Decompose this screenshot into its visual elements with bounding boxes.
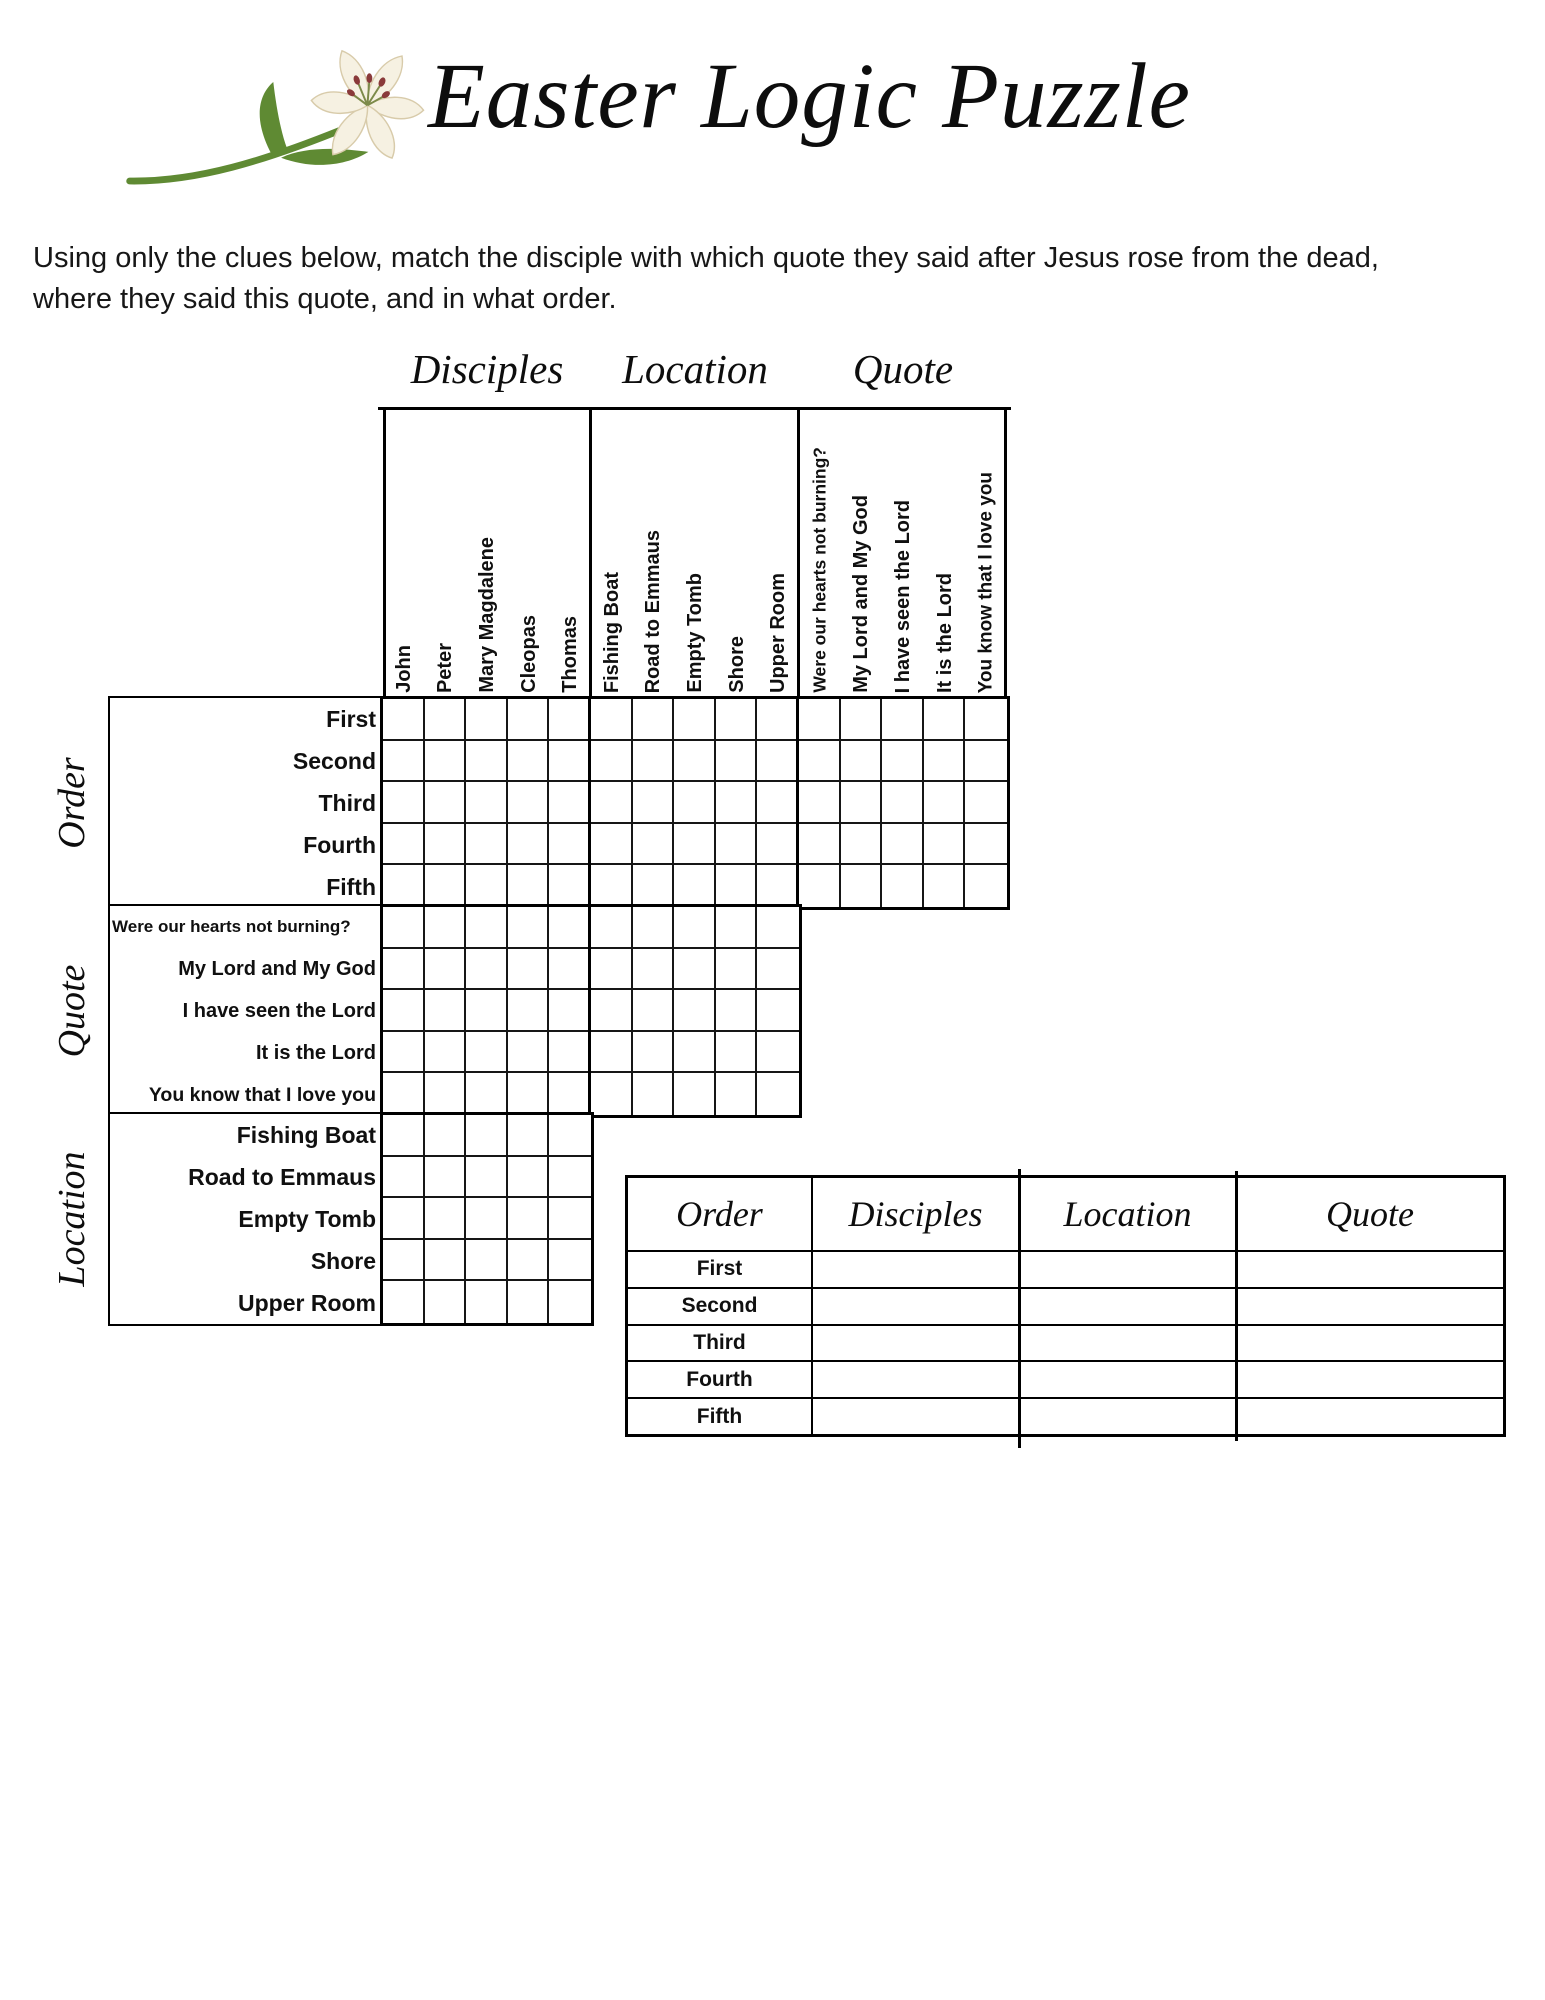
grid-cell[interactable] — [549, 990, 591, 1032]
table-line-overshoot — [1235, 1171, 1238, 1441]
grid-cell[interactable] — [508, 949, 550, 991]
grid-cell[interactable] — [841, 741, 883, 783]
column-label: Fishing Boat — [600, 571, 623, 693]
grid-cell[interactable] — [425, 699, 467, 741]
strip-divider — [1004, 410, 1007, 699]
grid-cell[interactable] — [757, 741, 799, 783]
grid-cell[interactable] — [549, 1240, 591, 1282]
grid-cell[interactable] — [633, 949, 675, 991]
grid-cell[interactable] — [633, 865, 675, 907]
grid-cell[interactable] — [841, 782, 883, 824]
grid-cell[interactable] — [425, 1157, 467, 1199]
grid-cell[interactable] — [716, 824, 758, 866]
grid-cell[interactable] — [425, 782, 467, 824]
grid-cell[interactable] — [466, 1157, 508, 1199]
grid-cell[interactable] — [591, 907, 633, 949]
strip-divider — [589, 410, 592, 699]
grid-cell[interactable] — [633, 1032, 675, 1074]
grid-cell[interactable] — [508, 1115, 550, 1157]
grid-cell[interactable] — [549, 741, 591, 783]
answer-cell[interactable] — [1018, 1287, 1235, 1324]
grid-cell[interactable] — [549, 865, 591, 907]
grid-cell[interactable] — [466, 949, 508, 991]
grid-cell[interactable] — [425, 949, 467, 991]
row-labels-order — [108, 696, 383, 910]
grid-cell[interactable] — [716, 782, 758, 824]
grid-cell[interactable] — [466, 990, 508, 1032]
grid-cell[interactable] — [674, 1073, 716, 1115]
grid-cell[interactable] — [425, 865, 467, 907]
answer-header-order: Order — [676, 1194, 763, 1234]
grid-cell[interactable] — [757, 699, 799, 741]
grid-cell[interactable] — [549, 824, 591, 866]
column-label: Thomas — [559, 616, 582, 693]
grid-cell[interactable] — [591, 1032, 633, 1074]
grid-cell[interactable] — [549, 949, 591, 991]
answer-header-disciples: Disciples — [811, 1178, 1018, 1250]
column-label: It is the Lord — [933, 573, 956, 693]
grid-cell[interactable] — [425, 741, 467, 783]
grid-cell[interactable] — [674, 782, 716, 824]
grid-cell[interactable] — [841, 699, 883, 741]
grid-cell[interactable] — [466, 741, 508, 783]
grid-cell[interactable] — [757, 949, 799, 991]
answer-cell[interactable] — [1235, 1287, 1503, 1324]
row-label: Fourth — [303, 831, 376, 858]
grid-cell[interactable] — [591, 865, 633, 907]
grid-cell[interactable] — [633, 907, 675, 949]
grid-cell[interactable] — [757, 782, 799, 824]
grid-cell[interactable] — [674, 865, 716, 907]
answer-header-quote: Quote — [1235, 1178, 1503, 1250]
answer-cell[interactable] — [1018, 1250, 1235, 1287]
grid-cell[interactable] — [633, 990, 675, 1032]
row-labels-quote — [108, 904, 383, 1118]
grid-cell[interactable] — [383, 907, 425, 949]
grid-cell[interactable] — [591, 741, 633, 783]
grid-cell[interactable] — [549, 907, 591, 949]
grid-cell[interactable] — [591, 990, 633, 1032]
grid-cell[interactable] — [757, 865, 799, 907]
grid-block-order-disciples — [380, 696, 594, 910]
grid-cell[interactable] — [425, 907, 467, 949]
grid-cell[interactable] — [757, 990, 799, 1032]
row-label: Second — [292, 747, 376, 774]
answer-cell[interactable] — [1235, 1250, 1503, 1287]
grid-cell[interactable] — [383, 949, 425, 991]
answer-row-label: Second — [628, 1287, 811, 1324]
grid-cell[interactable] — [799, 865, 841, 907]
grid-cell[interactable] — [716, 1073, 758, 1115]
grid-cell[interactable] — [924, 824, 966, 866]
answer-cell[interactable] — [1018, 1397, 1235, 1434]
grid-cell[interactable] — [383, 741, 425, 783]
grid-cell[interactable] — [508, 824, 550, 866]
grid-cell[interactable] — [383, 782, 425, 824]
grid-cell[interactable] — [965, 741, 1007, 783]
grid-cell[interactable] — [633, 824, 675, 866]
column-label: Road to Emmaus — [642, 529, 665, 693]
grid-cell[interactable] — [799, 699, 841, 741]
grid-cell[interactable] — [383, 1073, 425, 1115]
grid-cell[interactable] — [841, 824, 883, 866]
grid-block-location-disciples — [380, 1112, 594, 1326]
grid-cell[interactable] — [924, 741, 966, 783]
grid-cell[interactable] — [425, 1198, 467, 1240]
row-label: Were our hearts not burning? — [112, 917, 351, 936]
instructions-line-1: Using only the clues below, match the disciple with which quote they said after Jesus rose from the dead, — [33, 242, 1379, 274]
grid-cell[interactable] — [882, 741, 924, 783]
grid-cell[interactable] — [508, 990, 550, 1032]
category-side-label-order: Order — [51, 757, 93, 849]
row-label: First — [326, 705, 376, 732]
grid-cell[interactable] — [757, 1073, 799, 1115]
grid-block-quote-location — [588, 904, 802, 1118]
grid-cell[interactable] — [716, 699, 758, 741]
grid-cell[interactable] — [383, 699, 425, 741]
grid-cell[interactable] — [508, 1032, 550, 1074]
grid-cell[interactable] — [591, 1073, 633, 1115]
grid-cell[interactable] — [425, 1240, 467, 1282]
row-label: My Lord and My God — [178, 957, 376, 980]
row-label: You know that I love you — [148, 1083, 376, 1106]
grid-cell[interactable] — [716, 907, 758, 949]
grid-block-quote-disciples — [380, 904, 594, 1118]
row-label: It is the Lord — [256, 1041, 376, 1064]
column-label: I have seen the Lord — [891, 499, 914, 693]
row-label: Shore — [310, 1247, 376, 1274]
grid-cell[interactable] — [674, 990, 716, 1032]
column-label: Upper Room — [767, 573, 790, 693]
answer-cell[interactable] — [811, 1287, 1018, 1324]
row-label: Fifth — [326, 873, 376, 900]
grid-cell[interactable] — [757, 907, 799, 949]
grid-cell[interactable] — [508, 741, 550, 783]
grid-cell[interactable] — [965, 824, 1007, 866]
grid-cell[interactable] — [591, 824, 633, 866]
column-label-strip — [383, 410, 1007, 699]
row-label: Third — [318, 789, 376, 816]
grid-cell[interactable] — [882, 699, 924, 741]
grid-cell[interactable] — [549, 1073, 591, 1115]
column-label: John — [392, 645, 415, 693]
grid-cell[interactable] — [383, 1198, 425, 1240]
grid-cell[interactable] — [799, 741, 841, 783]
answer-cell[interactable] — [1235, 1397, 1503, 1434]
grid-cell[interactable] — [965, 782, 1007, 824]
category-header-disciples: Disciples — [410, 346, 564, 392]
grid-cell[interactable] — [425, 1115, 467, 1157]
column-label: Empty Tomb — [683, 573, 706, 693]
category-header-quote: Quote — [852, 346, 954, 392]
grid-cell[interactable] — [466, 824, 508, 866]
grid-cell[interactable] — [965, 699, 1007, 741]
grid-cell[interactable] — [508, 1073, 550, 1115]
grid-cell[interactable] — [466, 1073, 508, 1115]
grid-cell[interactable] — [841, 865, 883, 907]
grid-cell[interactable] — [757, 1032, 799, 1074]
grid-cell[interactable] — [965, 865, 1007, 907]
grid-cell[interactable] — [674, 699, 716, 741]
grid-cell[interactable] — [383, 1032, 425, 1074]
grid-cell[interactable] — [549, 1115, 591, 1157]
row-labels-location — [108, 1112, 383, 1326]
grid-cell[interactable] — [716, 741, 758, 783]
row-label: Fishing Boat — [236, 1121, 376, 1148]
answer-header-location: Location — [1018, 1178, 1235, 1250]
grid-cell[interactable] — [466, 1115, 508, 1157]
grid-cell[interactable] — [466, 865, 508, 907]
page-title: Easter Logic Puzzle — [428, 45, 1191, 148]
column-label: Cleopas — [517, 615, 540, 693]
grid-cell[interactable] — [383, 1240, 425, 1282]
grid-cell[interactable] — [674, 949, 716, 991]
answer-row-label: Third — [628, 1324, 811, 1361]
row-label: Upper Room — [238, 1289, 376, 1316]
grid-cell[interactable] — [549, 1281, 591, 1323]
row-label: Road to Emmaus — [188, 1163, 376, 1190]
grid-cell[interactable] — [882, 824, 924, 866]
grid-cell[interactable] — [425, 1281, 467, 1323]
grid-cell[interactable] — [508, 1281, 550, 1323]
grid-cell[interactable] — [508, 782, 550, 824]
grid-cell[interactable] — [508, 1157, 550, 1199]
answer-table — [625, 1175, 1506, 1437]
grid-cell[interactable] — [674, 741, 716, 783]
column-label: Were our hearts not burning? — [808, 447, 829, 693]
category-side-label-location: Location — [51, 1151, 93, 1287]
grid-cell[interactable] — [716, 949, 758, 991]
grid-cell[interactable] — [425, 990, 467, 1032]
grid-cell[interactable] — [383, 1157, 425, 1199]
grid-cell[interactable] — [383, 865, 425, 907]
grid-cell[interactable] — [425, 1073, 467, 1115]
grid-cell[interactable] — [466, 699, 508, 741]
answer-row-label: First — [628, 1250, 811, 1287]
grid-cell[interactable] — [508, 1240, 550, 1282]
grid-cell[interactable] — [633, 699, 675, 741]
grid-cell[interactable] — [466, 1281, 508, 1323]
row-label: Empty Tomb — [238, 1205, 376, 1232]
answer-cell[interactable] — [811, 1324, 1018, 1361]
column-label: Peter — [434, 642, 457, 693]
grid-cell[interactable] — [466, 907, 508, 949]
grid-cell[interactable] — [591, 949, 633, 991]
category-side-label-quote: Quote — [51, 964, 93, 1058]
grid-block-order-location — [588, 696, 802, 910]
grid-cell[interactable] — [924, 865, 966, 907]
grid-cell[interactable] — [716, 990, 758, 1032]
grid-cell[interactable] — [508, 865, 550, 907]
grid-cell[interactable] — [549, 1198, 591, 1240]
grid-cell[interactable] — [466, 1032, 508, 1074]
grid-cell[interactable] — [882, 865, 924, 907]
instructions-line-2: where they said this quote, and in what order. — [33, 283, 617, 316]
grid-cell[interactable] — [549, 699, 591, 741]
column-label: You know that I love you — [975, 471, 997, 693]
grid-cell[interactable] — [633, 1073, 675, 1115]
answer-cell[interactable] — [811, 1250, 1018, 1287]
column-label: Shore — [725, 636, 748, 693]
answer-cell[interactable] — [1235, 1324, 1503, 1361]
grid-cell[interactable] — [508, 699, 550, 741]
row-label: I have seen the Lord — [182, 999, 376, 1022]
answer-cell[interactable] — [811, 1360, 1018, 1397]
grid-cell[interactable] — [799, 782, 841, 824]
grid-cell[interactable] — [674, 824, 716, 866]
grid-cell[interactable] — [549, 782, 591, 824]
grid-cell[interactable] — [591, 699, 633, 741]
strip-divider — [797, 410, 800, 699]
grid-cell[interactable] — [757, 824, 799, 866]
grid-cell[interactable] — [633, 741, 675, 783]
grid-cell[interactable] — [466, 1240, 508, 1282]
grid-cell[interactable] — [716, 1032, 758, 1074]
grid-cell[interactable] — [508, 1198, 550, 1240]
grid-cell[interactable] — [674, 907, 716, 949]
grid-cell[interactable] — [425, 1032, 467, 1074]
table-line-overshoot — [1018, 1169, 1021, 1448]
grid-cell[interactable] — [466, 1198, 508, 1240]
answer-cell[interactable] — [1018, 1360, 1235, 1397]
grid-cell[interactable] — [383, 1281, 425, 1323]
answer-cell[interactable] — [811, 1397, 1018, 1434]
grid-cell[interactable] — [383, 1115, 425, 1157]
answer-row-label: Fifth — [628, 1397, 811, 1434]
answer-cell[interactable] — [1235, 1360, 1503, 1397]
grid-cell[interactable] — [799, 824, 841, 866]
strip-divider — [383, 410, 386, 699]
grid-cell[interactable] — [549, 1032, 591, 1074]
answer-row-label: Fourth — [628, 1360, 811, 1397]
grid-cell[interactable] — [425, 824, 467, 866]
grid-cell[interactable] — [924, 699, 966, 741]
grid-cell[interactable] — [716, 865, 758, 907]
grid-cell[interactable] — [882, 782, 924, 824]
grid-cell[interactable] — [466, 782, 508, 824]
column-label: My Lord and My God — [850, 495, 873, 693]
grid-cell[interactable] — [383, 990, 425, 1032]
grid-cell[interactable] — [674, 1032, 716, 1074]
grid-block-order-quote — [796, 696, 1010, 910]
grid-cell[interactable] — [633, 782, 675, 824]
grid-cell[interactable] — [383, 824, 425, 866]
category-header-location: Location — [622, 346, 768, 392]
column-label: Mary Magdalene — [475, 537, 498, 693]
grid-cell[interactable] — [591, 782, 633, 824]
grid-cell[interactable] — [549, 1157, 591, 1199]
grid-cell[interactable] — [924, 782, 966, 824]
answer-cell[interactable] — [1018, 1324, 1235, 1361]
grid-cell[interactable] — [508, 907, 550, 949]
